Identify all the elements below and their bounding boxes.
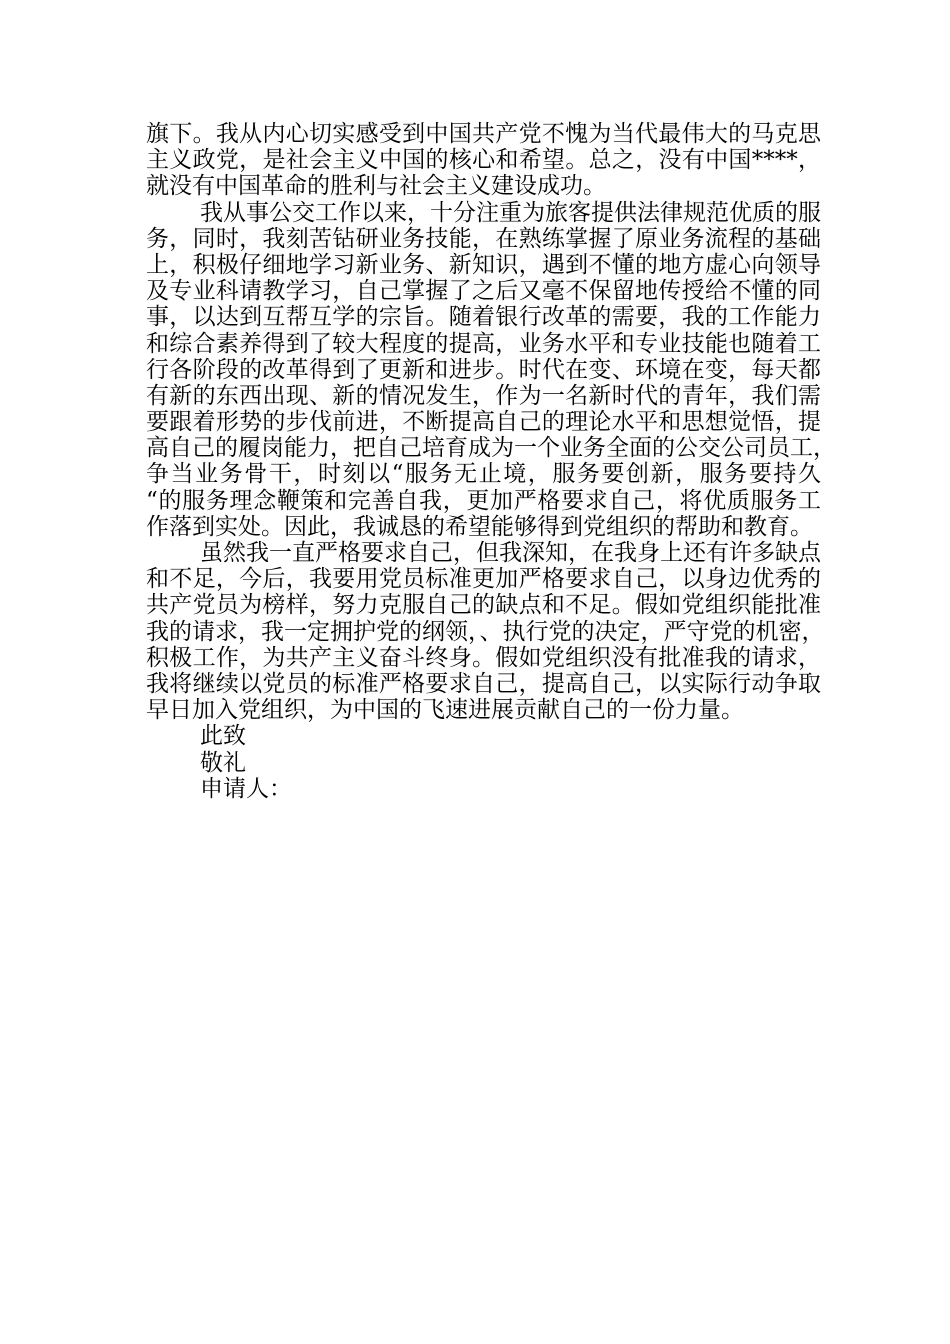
paragraph2-line: 上，积极仔细地学习新业务、新知识，遇到不懂的地方虚心向领导 [146,251,821,278]
paragraph3-line: 早日加入党组织，为中国的飞速进展贡献自己的一份力量。 [146,697,744,724]
paragraph2-line: 和综合素养得到了较大程度的提高，业务水平和专业技能也随着工 [146,330,821,357]
paragraph2-line: 要跟着形势的步伐前进，不断提高自己的理论水平和思想觉悟，提 [146,409,821,436]
paragraph2-line: 有新的东西出现、新的情况发生，作为一名新时代的青年，我们需 [146,382,821,409]
paragraph2-line: “的服务理念鞭策和完善自我，更加严格要求自己，将优质服务工 [146,487,821,514]
paragraph2-line: 争当业务骨干，时刻以“服务无止境，服务要创新，服务要持久 [146,461,821,488]
paragraph2-line: 作落到实处。因此，我诚恳的希望能够得到党组织的帮助和教育。 [146,513,813,540]
paragraph3-line: 虽然我一直严格要求自己，但我深知，在我身上还有许多缺点 [200,540,821,566]
paragraph3-line: 积极工作，为共产主义奋斗终身。假如党组织没有批准我的请求， [146,644,821,671]
paragraph2-line: 行各阶段的改革得到了更新和进步。时代在变、环境在变，每天都 [146,356,821,383]
paragraph3-line: 共产党员为榜样，努力克服自己的缺点和不足。假如党组织能批准 [146,592,821,619]
paragraph1-line: 主义政党，是社会主义中国的核心和希望。总之，没有中国****， [146,147,821,174]
paragraph2-line: 我从事公交工作以来，十分注重为旅客提供法律规范优质的服 [200,199,821,226]
paragraph2-line: 事，以达到互帮互学的宗旨。随着银行改革的需要，我的工作能力 [146,304,821,331]
paragraph1-line: 就没有中国革命的胜利与社会主义建设成功。 [146,173,606,200]
paragraph2-line: 高自己的履岗能力，把自己培育成为一个业务全面的公交公司员工， [146,435,836,462]
paragraph1-line: 旗下。我从内心切实感受到中国共产党不愧为当代最伟大的马克思 [146,121,821,147]
paragraph3-line: 我的请求，我一定拥护党的纲领，、执行党的决定，严守党的机密， [146,618,825,645]
paragraph3-line: 和不足，今后，我要用党员标准更加严格要求自己，以身边优秀的 [146,566,821,593]
paragraph2-line: 务，同时，我刻苦钻研业务技能，在熟练掌握了原业务流程的基础 [146,225,821,252]
applicant-signature-label: 申请人： [200,775,292,802]
closing-salute: 敬礼 [200,749,246,776]
letter-body [146,121,836,802]
closing-greeting: 此致 [200,723,246,750]
paragraph3-line: 我将继续以党员的标准严格要求自己，提高自己，以实际行动争取 [146,670,821,697]
paragraph2-line: 及专业科请教学习，自己掌握了之后又毫不保留地传授给不懂的同 [146,278,821,305]
